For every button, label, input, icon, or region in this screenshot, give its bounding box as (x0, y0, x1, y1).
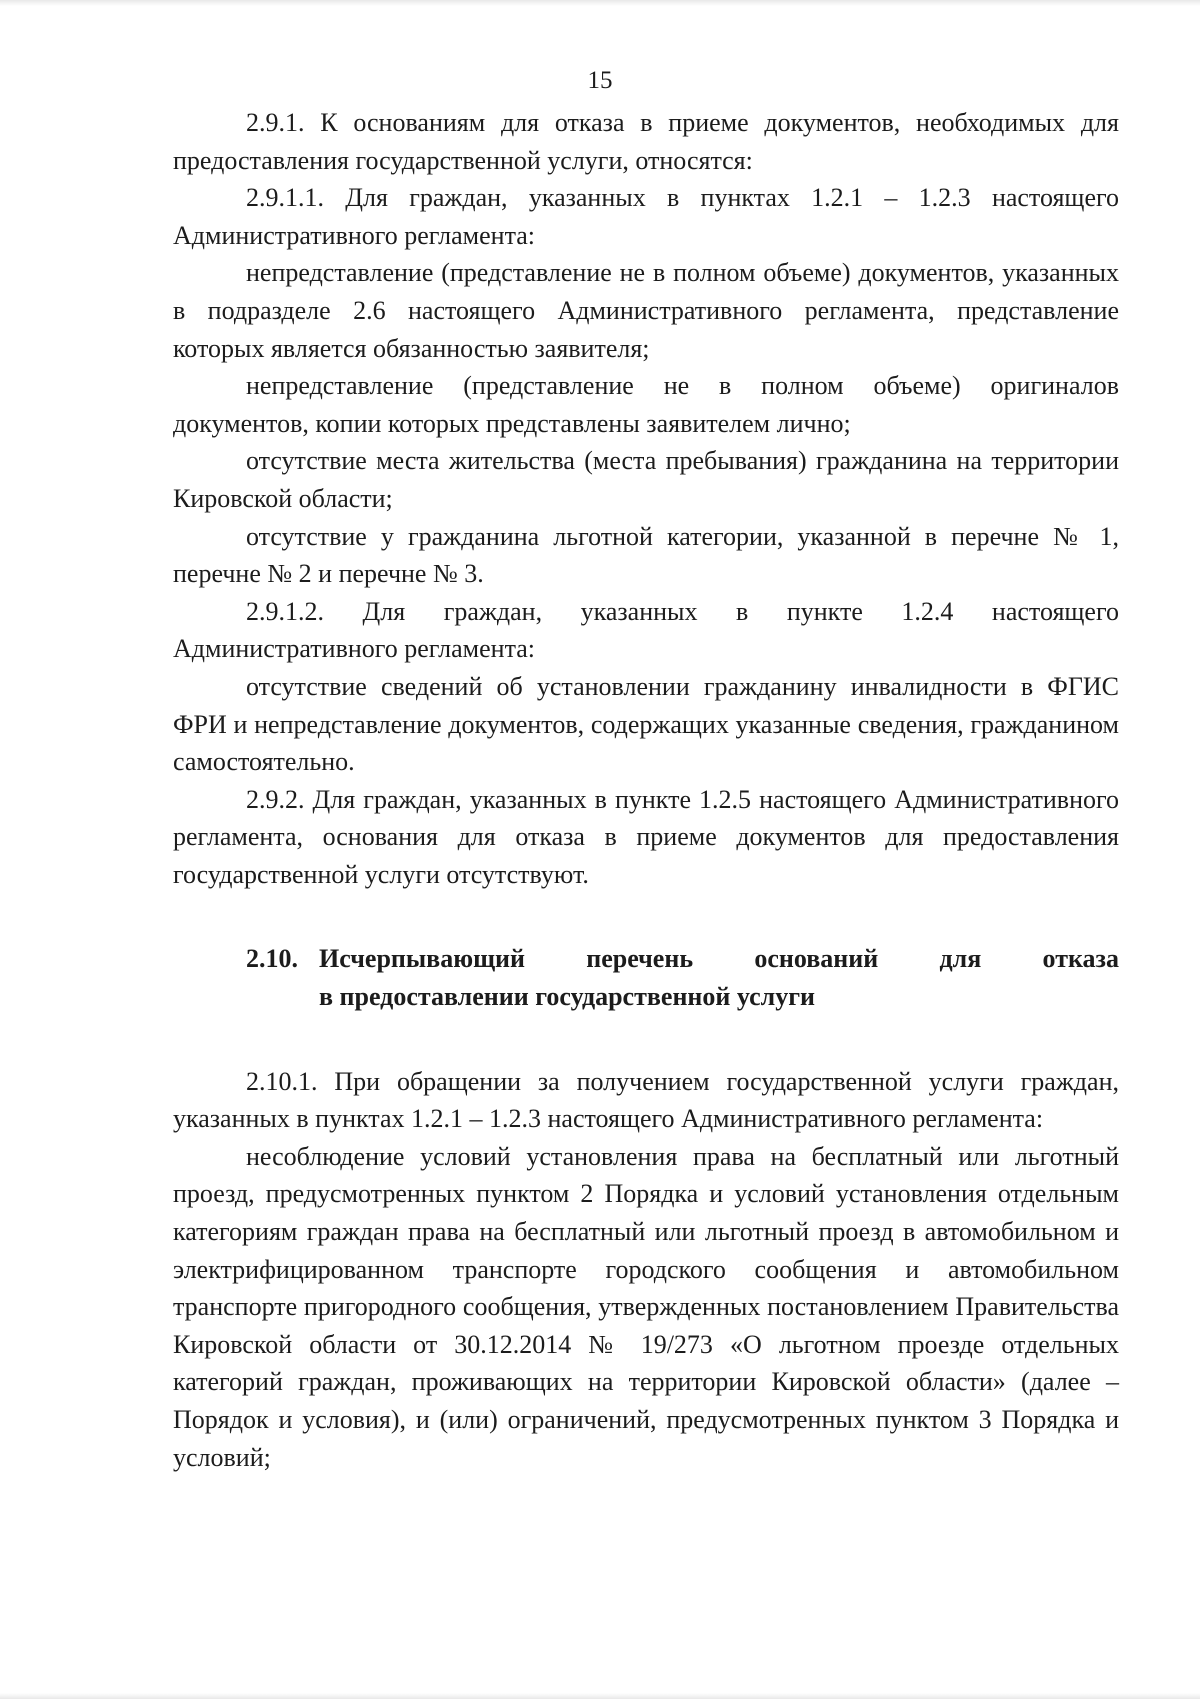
scan-edge-bottom (0, 1693, 1200, 1699)
section-title-line-2: в предоставлении государственной услуги (319, 982, 816, 1012)
paragraph-2-9-1-2: 2.9.1.2. Для граждан, указанных в пункте 1.2.4 настоящего Административного регламента: (173, 596, 1119, 664)
list-item-noncompliance: несоблюдение условий установления права на бесплатный или льготный проезд, предусмотренных пунктом 2 Порядка и условий установления отдельным категориям граждан права на бесплатный или льготный проезд в автомобильном и электрифицированном транспорте городского сообщения и автомобильном транспорте пригородного сообщения, утвержденных постановлением Правительства Кировской области от 30.12.2014 № 19/273 «О льготном проезде отдельных категорий граждан, проживающих на территории Кировской области» (далее – Порядок и условия), и (или) ограничений, предусмотренных пунктом 3 Порядка и условий; (173, 1141, 1119, 1472)
paragraph-2-9-1: 2.9.1. К основаниям для отказа в приеме документов, необходимых для предоставления государственной услуги, относятся: (173, 108, 1119, 175)
paragraph-2-9-2: 2.9.2. Для граждан, указанных в пункте 1.2.5 настоящего Административного регламента, основания для отказа в приеме документов для предоставления государственной услуги отсутствуют. (173, 784, 1119, 889)
section-heading-2-10 (173, 940, 1119, 1015)
list-item-no-category: отсутствие у гражданина льготной категории, указанной в перечне № 1, перечне № 2 и перечне № 3. (173, 521, 1119, 589)
paragraph-2-10-1: 2.10.1. При обращении за получением государственной услуги граждан, указанных в пунктах 1.2.1 – 1.2.3 настоящего Административного регламента: (173, 1066, 1119, 1134)
list-item-no-residence: отсутствие места жительства (места пребывания) гражданина на территории Кировской области; (173, 446, 1119, 513)
section-number: 2.10. (246, 944, 298, 974)
list-item-no-disability-info: отсутствие сведений об установлении гражданину инвалидности в ФГИС ФРИ и непредставление документов, содержащих указанные сведения, гражданином самостоятельно. (173, 671, 1119, 777)
scan-edge-top (0, 0, 1200, 6)
section-title-line-1: Исчерпывающий перечень оснований для отказа (319, 944, 1119, 974)
document-body (173, 104, 1119, 1476)
paragraph-2-9-1-1: 2.9.1.1. Для граждан, указанных в пунктах 1.2.1 – 1.2.3 настоящего Административного регламента: (173, 183, 1119, 250)
section-title (319, 940, 1119, 1015)
list-item-missing-originals: непредставление (представление не в полном объеме) оригиналов документов, копии которых представлены заявителем лично; (173, 371, 1119, 438)
list-item-missing-documents: непредставление (представление не в полном объеме) документов, указанных в подразделе 2.6 настоящего Административного регламента, представление которых является обязанностью заявителя; (173, 258, 1119, 363)
page-number: 15 (587, 67, 613, 94)
